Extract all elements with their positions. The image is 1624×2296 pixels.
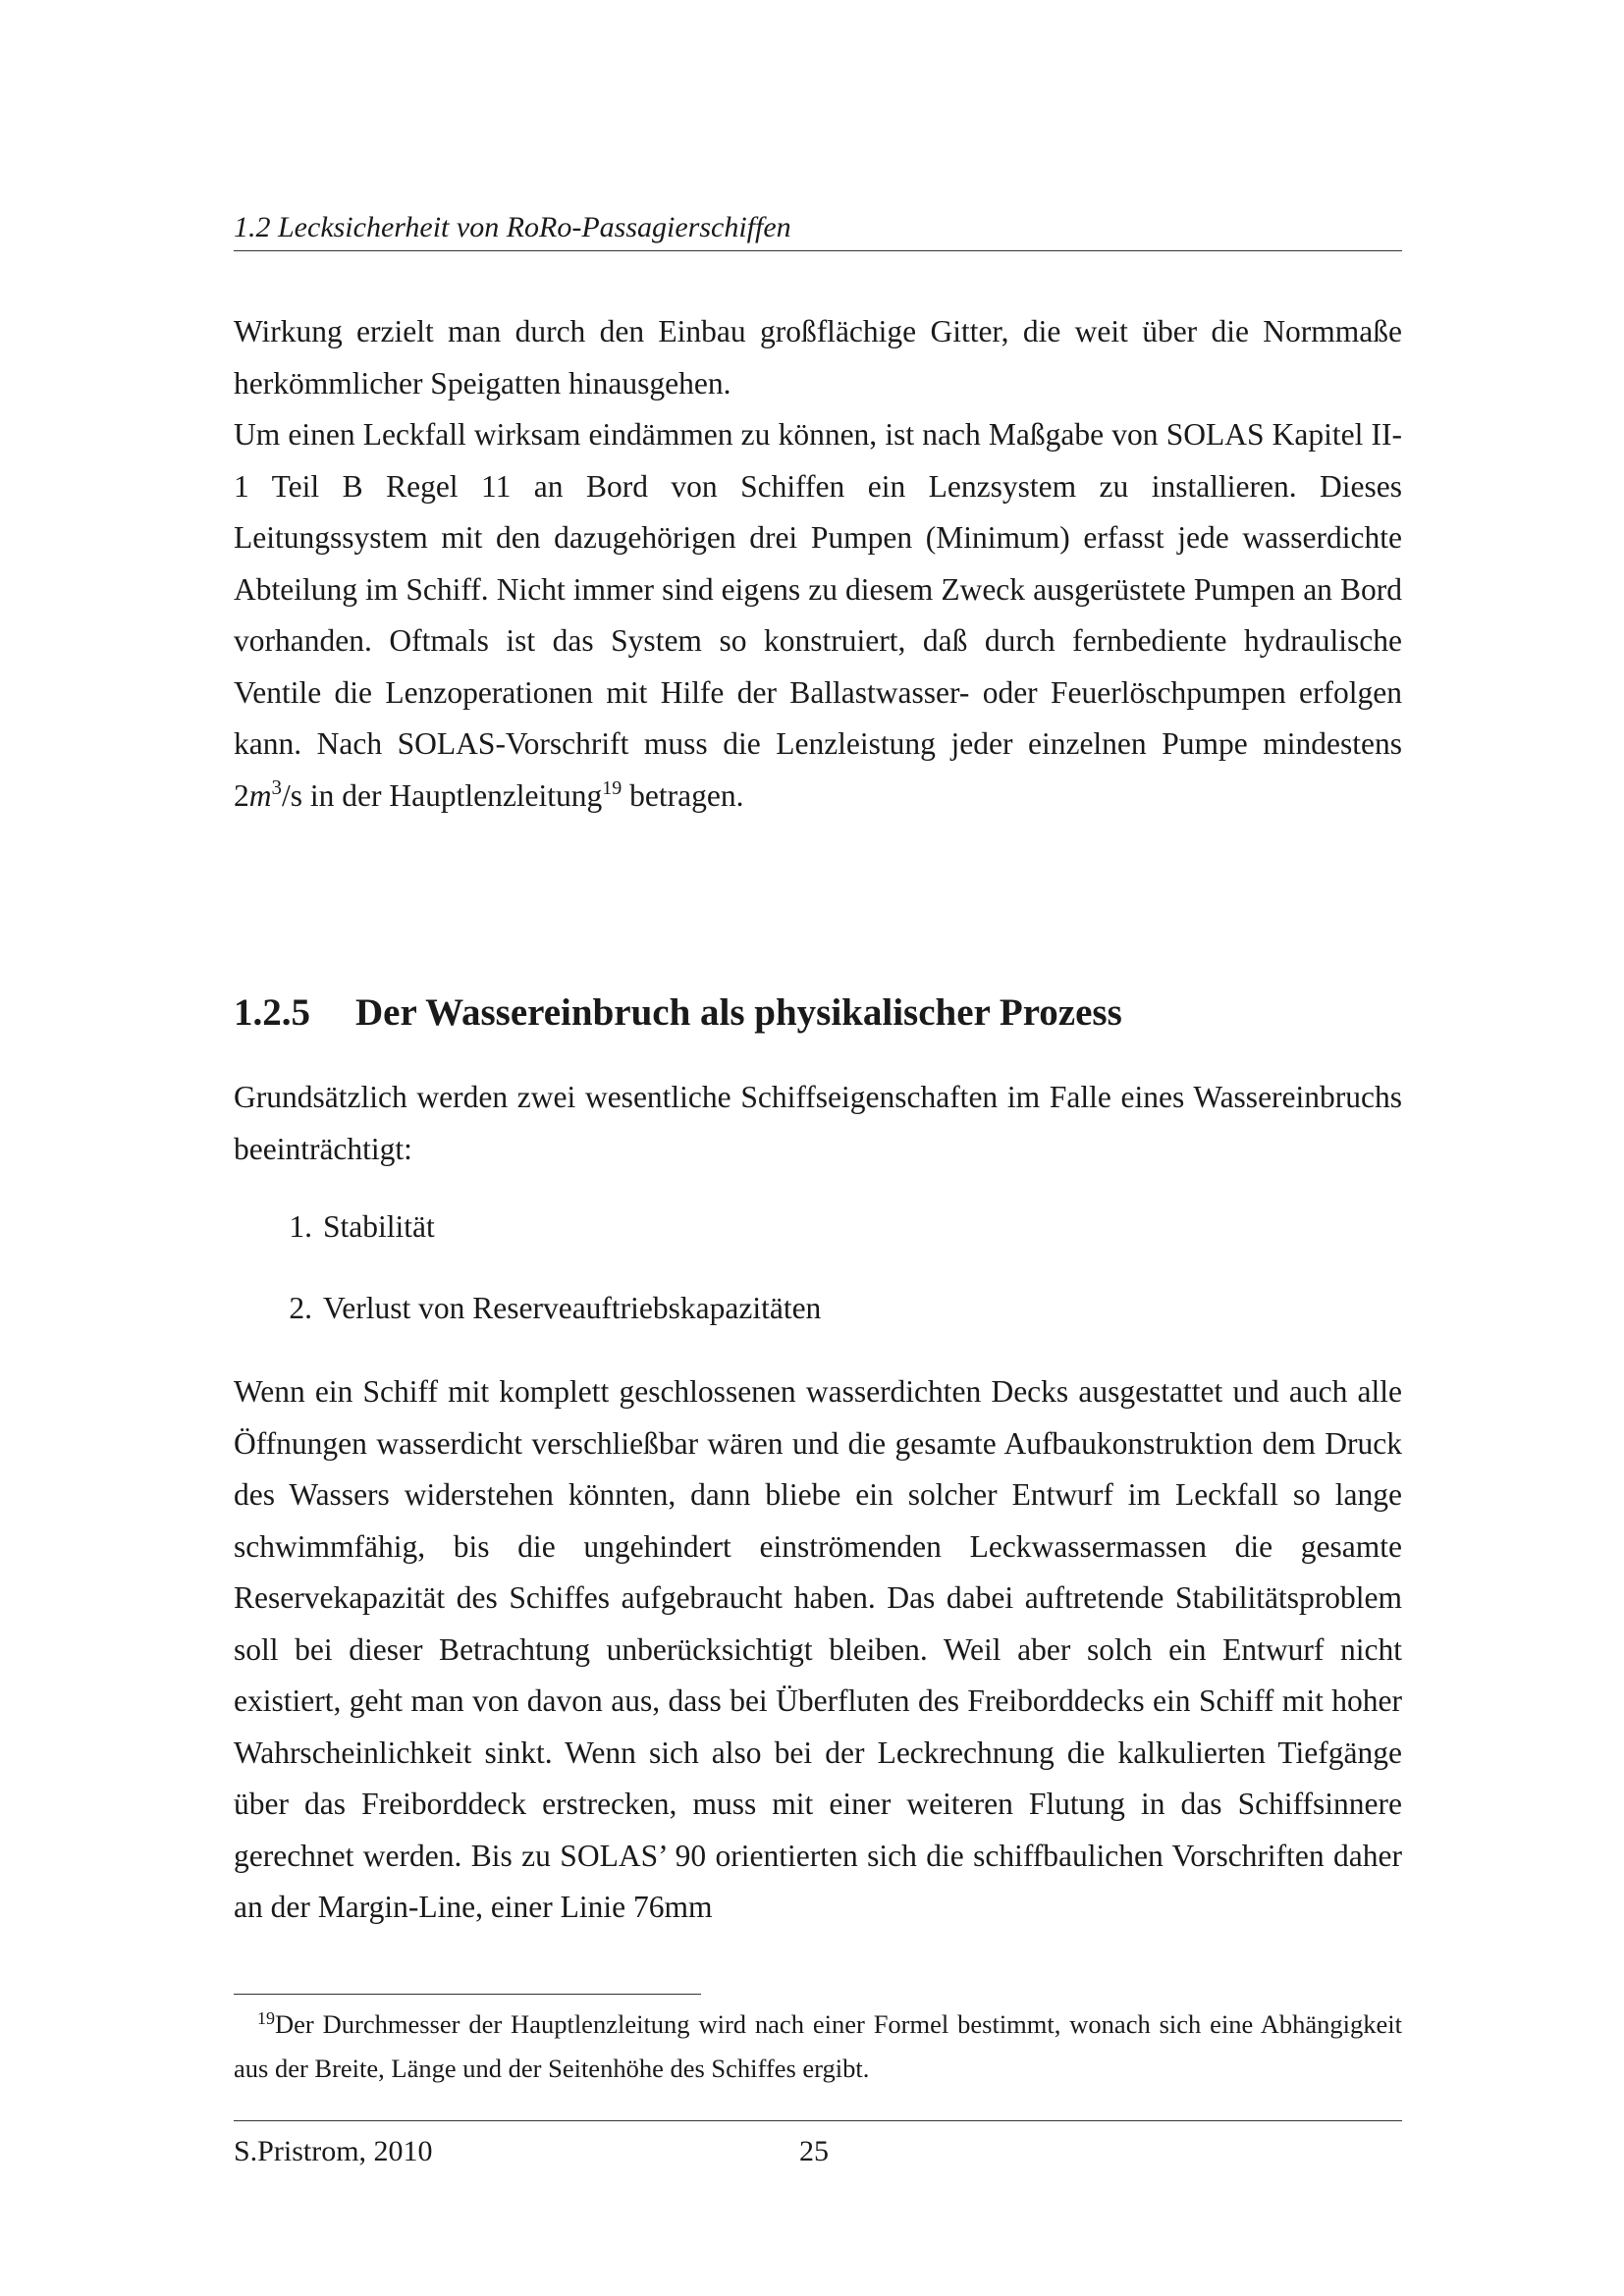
footnote-number: 19 <box>257 2008 275 2028</box>
paragraph-2 <box>234 409 1402 822</box>
paragraph-2-unit-rest: /s in der Hauptlenzleitung <box>282 777 603 813</box>
unit-exponent: 3 <box>271 774 282 799</box>
page-number: 25 <box>799 2135 829 2167</box>
section-title: Der Wassereinbruch als physikalischer Prozess <box>355 991 1122 1034</box>
list-marker: 2. <box>289 1291 312 1325</box>
list-marker: 1. <box>289 1209 312 1244</box>
unit-m: m <box>248 777 272 813</box>
footnote-rule <box>234 1994 701 1995</box>
running-header: 1.2 Lecksicherheit von RoRo-Passagierschiffen <box>234 211 791 243</box>
list-item <box>234 1202 1402 1252</box>
paragraph-1: Wirkung erzielt man durch den Einbau großflächige Gitter, die weit über die Normmaße herkömmlicher Speigatten hinausgehen. <box>234 314 1402 400</box>
footnote-reference[interactable]: 19 <box>602 776 623 799</box>
list-label: Verlust von Reserveauftriebskapazitäten <box>323 1291 822 1325</box>
footnote-text: Der Durchmesser der Hauptlenzleitung wird nach einer Formel bestimmt, wonach sich eine Abhängigkeit aus der Breite, Länge und der Seitenhöhe des Schiffes ergibt. <box>234 2009 1402 2083</box>
section-heading <box>234 988 1402 1038</box>
paragraph-2-end: betragen. <box>622 777 744 813</box>
footnote <box>234 2002 1402 2091</box>
paragraph-4-block <box>234 1366 1402 1934</box>
paragraph-2-text: Um einen Leckfall wirksam eindämmen zu können, ist nach Maßgabe von SOLAS Kapitel II-1 Teil B Regel 11 an Bord von Schiffen ein Lenzsystem zu installieren. Dieses Leitungssystem mit den dazugehörigen drei Pumpen (Minimum) erfasst jede wasserdichte Abteilung im Schiff. Nicht immer sind eigens zu diesem Zweck ausgerüstete Pumpen an Bord vorhanden. Oftmals ist das System so konstruiert, daß durch fernbediente hydraulische Ventile die Lenzoperationen mit Hilfe der Ballastwasser- oder Feuerlöschpumpen erfolgen kann. Nach SOLAS-Vorschrift muss die Lenzleistung jeder einzelnen Pumpe mindestens 2 <box>234 417 1402 813</box>
paragraph-3-block <box>234 1072 1402 1175</box>
document-page <box>234 0 1402 2296</box>
list-label: Stabilität <box>323 1209 435 1244</box>
paragraph-4: Wenn ein Schiff mit komplett geschlossenen wasserdichten Decks ausgestattet und auch alle Öffnungen wasserdicht verschließbar wären und die gesamte Aufbaukonstruktion dem Druck des Wassers widerstehen könnten, dann bliebe ein solcher Entwurf im Leckfall so lange schwimmfähig, bis die ungehindert einströmenden Leckwassermassen die gesamte Reservekapazität des Schiffes aufgebraucht haben. Das dabei auftretende Stabilitätsproblem soll bei dieser Betrachtung unberücksichtigt bleiben. Weil aber solch ein Entwurf nicht existiert, geht man von davon aus, dass bei Überfluten des Freiborddecks ein Schiff mit hoher Wahrscheinlichkeit sinkt. Wenn sich also bei der Leckrechnung die kalkulierten Tiefgänge über das Freiborddeck erstrecken, muss mit einer weiteren Flutung in das Schiffsinnere gerechnet werden. Bis zu SOLAS’ 90 orientierten sich die schiffbaulichen Vorschriften daher an der Margin-Line, einer Linie 76mm <box>234 1374 1402 1924</box>
section-number: 1.2.5 <box>234 991 310 1034</box>
footer-author: S.Pristrom, 2010 <box>234 2135 433 2167</box>
list-item <box>234 1284 1402 1333</box>
footer-rule <box>234 2120 1402 2121</box>
paragraph-3: Grundsätzlich werden zwei wesentliche Schiffseigenschaften im Falle eines Wassereinbruchs beeinträchtigt: <box>234 1080 1402 1166</box>
body-paragraphs-top <box>234 306 1402 822</box>
header-rule <box>234 250 1402 251</box>
